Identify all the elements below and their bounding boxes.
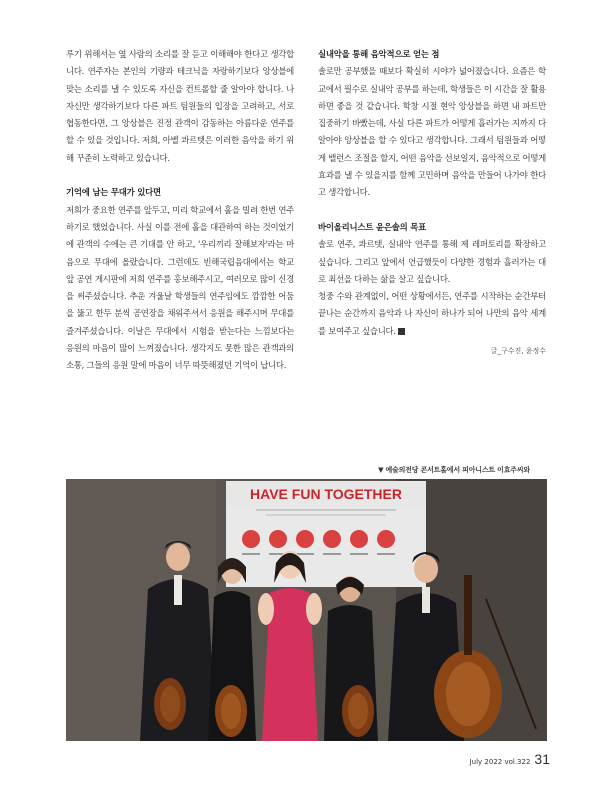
banner-title: HAVE FUN TOGETHER bbox=[250, 486, 402, 502]
quartet-photo bbox=[66, 479, 547, 741]
section-heading-goal: 바이올리니스트 윤은솔의 목표 bbox=[318, 221, 427, 232]
right-column bbox=[318, 46, 546, 356]
quartet-photo-illustration bbox=[66, 479, 547, 741]
memorable-stage-paragraph: 저희가 중요한 연주를 앞두고, 미리 학교에서 홀을 빌려 한번 연주하기로 했었습니다. 사실 이를 전에 홀을 대관하여 하는 것이었기에 관객의 수에는 큰 기대를 안 하고, '우리끼리 잘해보자'라는 마음으로 무대에 올랐습니다. 그런데도 빈해국립음대에서는 학교 앞 공연 게시판에 저희 연주를 홍보해주시고, 여러모로 많이 신경을 써주셨습니다. 추운 겨울날 학생들의 연주임에도 깜깜한 어둠을 뚫고 한두 분씩 공연장을 채워주셔서 응원을 해주시며 무대를 즐겨주셨습니다. 이날은 무대에서 시험을 받는다는 느낌보다는 응원의 마음이 많이 느껴졌습니다. 생각지도 못한 많은 관객과의 소통, 그들의 응원 말에 마음이 너무 따뜻해졌던 기억이 납니다. bbox=[66, 204, 294, 371]
section-heading-memorable-stage: 기억에 남는 무대가 있다면 bbox=[66, 187, 161, 198]
page-footer bbox=[470, 751, 550, 767]
intro-paragraph: 루기 위해서는 옆 사람의 소리를 잘 듣고 이해해야 한다고 생각합니다. 연주자는 본인의 기량과 테크닉을 자랑하기보다 앙상블에 맞는 소리를 낼 수 있도록 자신을 컨트롤할 줄 알아야 합니다. 나 자신만 생각하기보다 다른 파트 팀원들의 입장을 고려하고, 서로 협동한다면, 그 앙상블은 진정 관객이 감동하는 아름다운 연주를 할 수 있을 것입니다. 저희, 아벨 콰르텟은 이러한 음악을 하기 위해 꾸준히 노력하고 있습니다. bbox=[66, 49, 294, 163]
goal-paragraph: 솔로 연주, 콰르텟, 실내악 연주를 통해 제 레퍼토리를 확장하고 싶습니다. 그리고 앞에서 언급했듯이 다양한 경험과 흘러가는 대로 최선을 다하는 삶을 살고 싶습니다. bbox=[318, 239, 546, 284]
left-column bbox=[66, 46, 294, 375]
page-number: 31 bbox=[534, 751, 550, 767]
photo-caption: ▼ 예술의전당 콘서트홀에서 피아니스트 이효주씨와 bbox=[378, 466, 530, 474]
end-mark-icon bbox=[398, 328, 405, 335]
closing-paragraph: 청중 수와 관계없이, 어떤 상황에서든, 연주를 시작하는 순간부터 끝나는 순간까지 음악과 나 자신이 하나가 되어 나만의 음악 세계를 보여주고 싶습니다. bbox=[318, 291, 546, 336]
section-heading-chamber-music: 실내악을 통해 음악적으로 얻는 점 bbox=[318, 49, 440, 59]
issue-label: July 2022 vol.322 bbox=[469, 758, 531, 766]
byline: 글_구수진, 윤정수 bbox=[490, 347, 546, 356]
chamber-music-paragraph: 솔로만 공부했을 때보다 확실히 시야가 넓어졌습니다. 요즘은 학교에서 필수로 실내악 공부를 하는데, 학생들은 이 시간을 잘 활용하면 좋을 것 같습니다. 학창 시절 현악 앙상블을 하면 내 파트만 집중하기 바빴는데, 사실 다른 파트가 어떻게 흘러가는 지까지 다 알아야 앙상블을 할 수 있다고 생각합니다. 그래서 팀원들과 어떻게 밸런스 조절을 할지, 어떤 음악을 선보일지, 음악적으로 어떻게 효과를 낼 수 있을지를 함께 고민하며 음악을 만들어 나가야 한다고 생각합니다. bbox=[318, 66, 546, 198]
concert-poster bbox=[226, 481, 426, 587]
